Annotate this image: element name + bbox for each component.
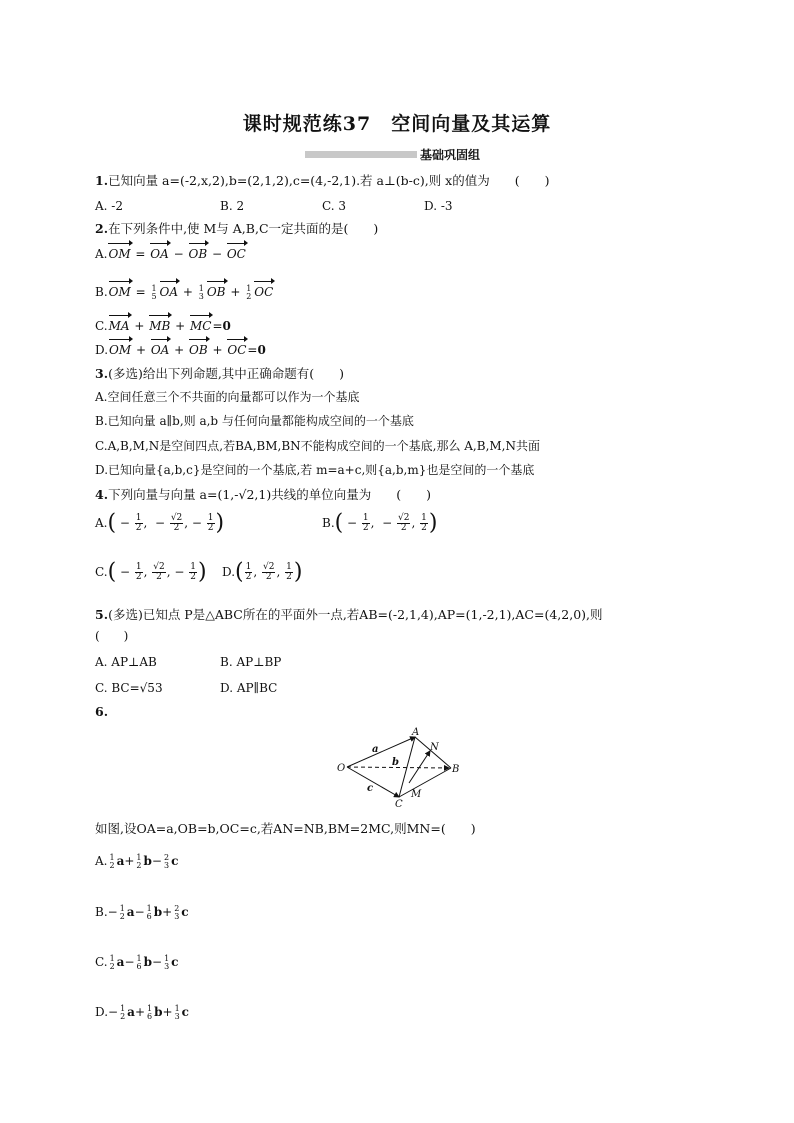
option-letter: D. [95,1005,109,1019]
option-letter: A. [95,854,108,868]
q4-option-a: A.( − $\frac{1}{2}$ , − $\frac{√2}{2}$ , − $\frac{1}{2}$ ) [95,510,225,536]
label-b: B [452,764,460,775]
question-number: 3. [95,366,109,381]
option-letter: A. [95,247,108,261]
question-stem: 下列向量与向量 a=(1,-√2,1)共线的单位向量为 ( ) [108,487,431,502]
question-number: 1. [95,173,109,188]
label-b-vector: b [392,757,399,768]
question-6-number [95,704,108,720]
q1-option-c: C. 3 [322,199,347,213]
question-number: 6. [95,704,109,719]
question-stem: 在下列条件中,使 M与 A,B,C一定共面的是( ) [108,221,379,236]
question-stem: (多选)给出下列命题,其中正确命题有( ) [108,366,345,381]
question-2 [95,221,378,237]
question-number: 2. [95,221,109,236]
label-n: N [430,742,439,753]
edge-cb [399,768,451,797]
option-letter: C. [95,319,108,333]
question-stem: (多选)已知点 P是△ABC所在的平面外一点,若AB=(-2,1,4),AP=(1,-2,1),AC=(4,2,0),则 [108,607,603,622]
edge-ac [399,737,415,797]
question-1 [95,173,549,189]
section-bar [305,151,417,158]
q5-option-a: A. AP⊥AB [95,655,157,669]
option-letter: D. [95,343,109,357]
label-a-vector: a [372,744,379,755]
option-letter: B. [95,905,108,919]
q1-option-b: B. 2 [220,199,245,213]
q5-option-b: B. AP⊥BP [220,655,282,669]
q5-option-d: D. AP∥BC [220,681,278,695]
q4-option-c: C.( − $\frac{1}{2}$ , $\frac{√2}{2}$ , − $\frac{1}{2}$ ) [95,559,207,585]
question-number: 5. [95,607,109,622]
option-letter: C. [95,955,108,969]
q1-option-a: A. -2 [95,199,123,213]
label-c: C [395,799,403,810]
q2-option-c: C.MA + MB + MC=0 [95,319,231,333]
vector-oa [347,737,415,767]
question-3 [95,366,344,382]
label-o: O [337,763,346,774]
q4-option-d: D.( $\frac{1}{2}$ , $\frac{√2}{2}$ , $\frac{1}{2}$ ) [222,559,303,585]
option-letter: B. [95,285,108,299]
page-title: 课时规范练37 空间向量及其运算 [242,113,552,135]
q2-option-b: B.OM = 1 5 OA + 1 3 OB + 1 2 OC [95,283,274,301]
label-a: A [412,727,420,738]
q5-option-c: C. BC=√53 [95,681,163,695]
vector-figure [335,725,465,810]
vector-mn [409,751,430,783]
q6-option-b: B.− 1 2 a− 1 6 b+ 2 3 c [95,903,189,921]
q3-option-d: D.已知向量{a,b,c}是空间的一个基底,若 m=a+c,则{a,b,m}也是空间的一个基底 [95,463,535,477]
q2-option-d: D.OM + OA + OB + OC=0 [95,343,266,357]
q3-option-c: C.A,B,M,N是空间四点,若BA,BM,BN不能构成空间的一个基底,那么 A,B,M,N共面 [95,439,540,453]
question-stem: 已知向量 a=(-2,x,2),b=(2,1,2),c=(4,-2,1).若 a⊥(b-c),则 x的值为 ( ) [108,173,550,188]
q6-option-d: D.− 1 2 a+ 1 6 b+ 1 3 c [95,1003,189,1021]
q1-option-d: D. -3 [424,199,453,213]
q4-option-b: B.( − $\frac{1}{2}$ , − $\frac{√2}{2}$ , $\frac{1}{2}$ ) [322,510,438,536]
label-c-vector: c [367,783,374,794]
q3-option-a: A.空间任意三个不共面的向量都可以作为一个基底 [95,390,360,404]
question-number: 4. [95,487,109,502]
label-m: M [411,789,422,800]
question-5 [95,607,603,623]
q3-option-b: B.已知向量 a∥b,则 a,b 与任何向量都能构成空间的一个基底 [95,414,414,428]
q6-option-c: C. 1 2 a− 1 6 b− 1 3 c [95,953,179,971]
section-label: 基础巩固组 [420,148,481,162]
q5-answer-blank: ( ) [95,629,129,643]
question-4 [95,487,431,503]
q2-option-a: A.OM = OA − OB − OC [95,247,246,261]
question-6: 如图,设OA=a,OB=b,OC=c,若AN=NB,BM=2MC,则MN=( ) [95,821,476,836]
q6-option-a: A. 1 2 a+ 1 2 b− 2 3 c [95,852,179,870]
